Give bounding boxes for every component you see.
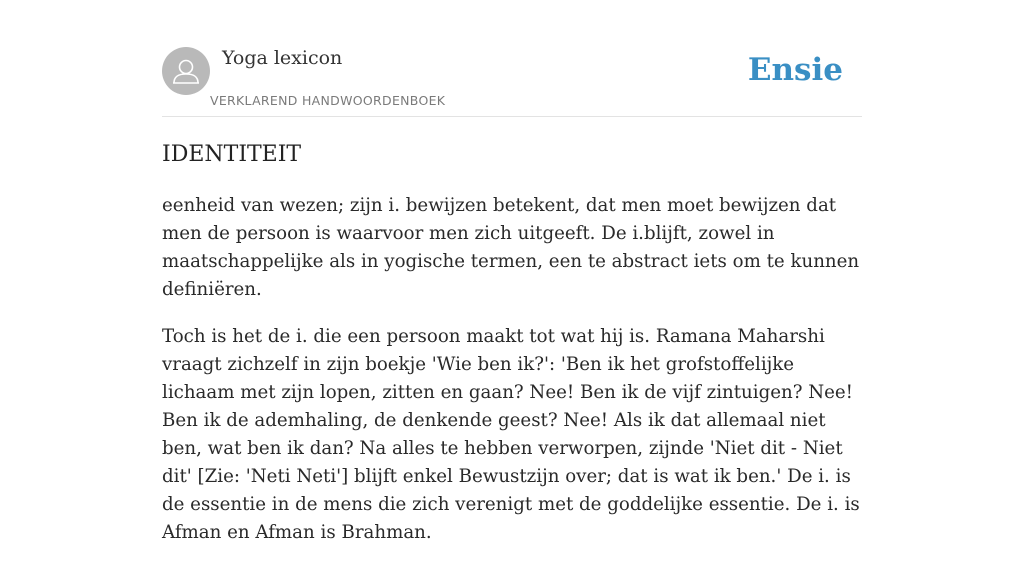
- ensie-logo-link[interactable]: Ensie: [747, 52, 843, 88]
- book-subtitle: VERKLAREND HANDWOORDENBOEK: [210, 93, 446, 108]
- entry-paragraph: Toch is het de i. die een persoon maakt tot wat hij is. Ramana Maharshi vraagt zichzelf in zijn boekje 'Wie ben ik?': 'Ben ik het grofstoffelijke lichaam met zijn lopen, zitten en gaan? Nee! Ben ik de vijf zintuigen? Nee! Ben ik de ademhaling, de denkende geest? Nee! Als ik dat allemaal niet ben, wat ben ik dan? Na alles te hebben verworpen, zijnde 'Niet dit - Niet dit' [Zie: 'Neti Neti'] blijft enkel Bewustzijn over; dat is wat ik ben.' De i. is de essentie in de mens die zich verenigt met de goddelijke essentie. De i. is Afman en Afman is Brahman.: [162, 326, 860, 543]
- entry-title: IDENTITEIT: [162, 142, 302, 167]
- user-avatar-icon[interactable]: [162, 47, 210, 95]
- entry-paragraph: eenheid van wezen; zijn i. bewijzen betekent, dat men moet bewijzen dat men de persoon is waarvoor men zich uitgeeft. De i.blijft, zowel in maatschappelijke als in yogische termen, een te abstract iets om te kunnen definiëren.: [162, 195, 860, 300]
- book-title-link[interactable]: Yoga lexicon: [222, 47, 343, 69]
- entry-body: [162, 192, 862, 566]
- lexicon-header: [162, 46, 862, 117]
